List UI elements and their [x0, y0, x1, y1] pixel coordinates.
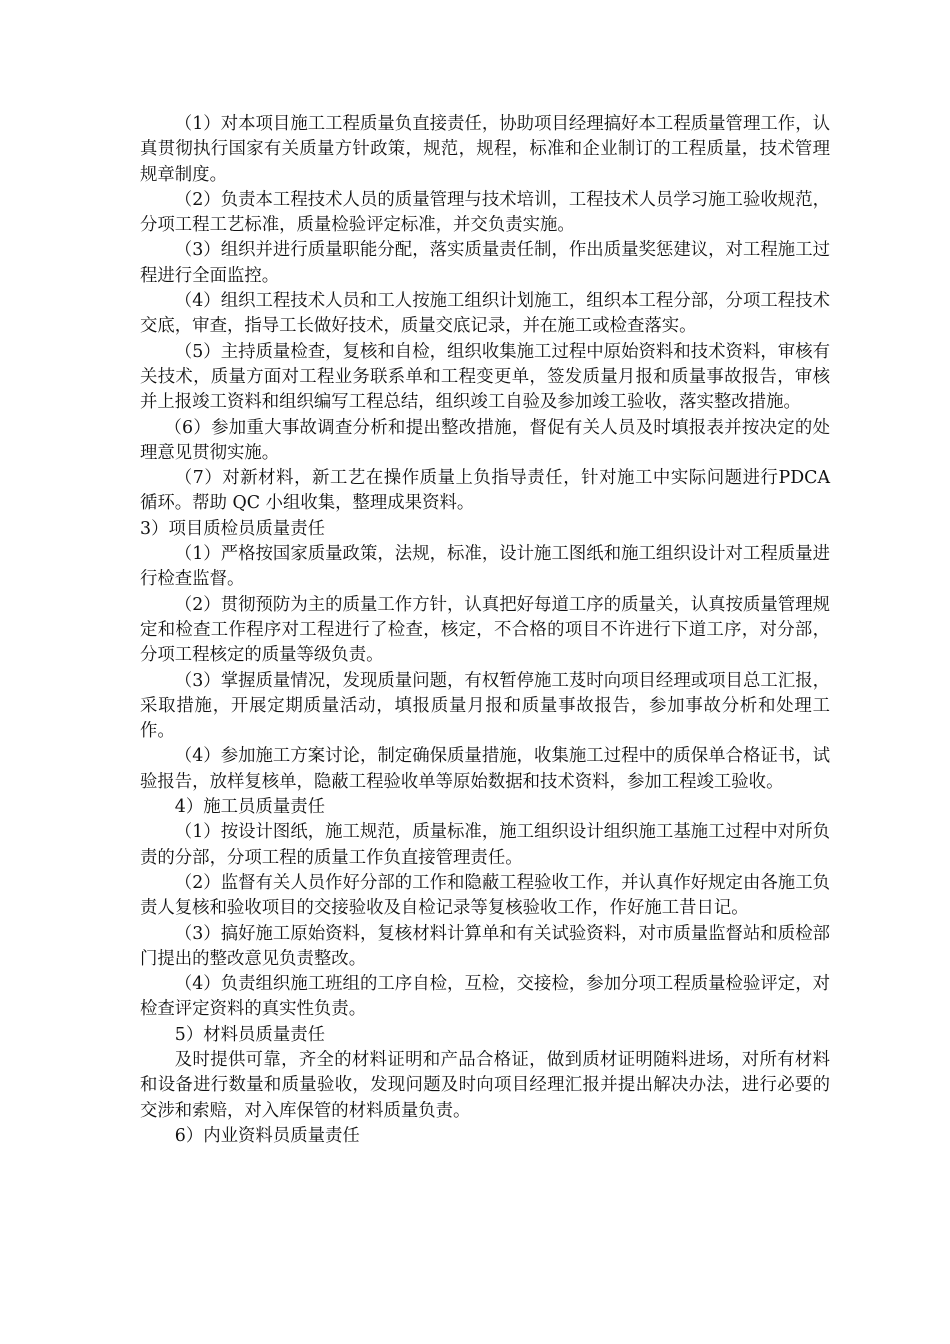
section-heading-construction-worker: 4）施工员质量责任 — [174, 797, 325, 818]
section-heading-quality-inspector: 3）项目质检员质量责任 — [140, 518, 325, 539]
paragraph-17: （4）负责组织施工班组的工序自检，互检，交接检，参加分项工程质量检验评定，对检查评定资料的真实性负责。 — [140, 974, 830, 1020]
section-heading-material-clerk: 5）材料员质量责任 — [174, 1024, 325, 1045]
paragraph-6: （6）参加重大事故调查分析和提出整改措施，督促有关人员及时填报表并按决定的处理意见贯彻实施。 — [140, 417, 830, 463]
paragraph-5: （5）主持质量检查，复核和自检，组织收集施工过程中原始资料和技术资料，审核有关技术，质量方面对工程业务联系单和工程变更单，签发质量月报和质量事故报告，审核并上报竣工资料和组织编写工程总结，组织竣工自验及参加竣工验收，落实整改措施。 — [140, 341, 830, 413]
document-body — [140, 112, 830, 1149]
paragraph-14: （1）按设计图纸，施工规范，质量标准，施工组织设计组织施工基施工过程中对所负责的分部，分项工程的质量工作负直接管理责任。 — [140, 822, 830, 868]
paragraph-19: 及时提供可靠，齐全的材料证明和产品合格证，做到质材证明随料进场，对所有材料和设备进行数量和质量验收，发现问题及时向项目经理汇报并提出解决办法，进行必要的交涉和索赔，对入库保管的材料质量负责。 — [140, 1049, 830, 1121]
section-heading-document-clerk: 6）内业资料员质量责任 — [174, 1125, 360, 1146]
paragraph-12: （4）参加施工方案讨论，制定确保质量措施，收集施工过程中的质保单合格证书，试验报告，放样复核单，隐蔽工程验收单等原始数据和技术资料，参加工程竣工验收。 — [140, 746, 830, 792]
paragraph-16: （3）搞好施工原始资料，复核材料计算单和有关试验资料，对市质量监督站和质检部门提出的整改意见负责整改。 — [140, 923, 830, 969]
paragraph-15: （2）监督有关人员作好分部的工作和隐蔽工程验收工作，并认真作好规定由各施工负责人复核和验收项目的交接验收及自检记录等复核验收工作，作好施工昔日记。 — [140, 872, 830, 919]
paragraph-1: （1）对本项目施工工程质量负直接责任，协助项目经理搞好本工程质量管理工作，认真贯彻执行国家有关质量方针政策，规范，规程，标准和企业制订的工程质量，技术管理规章制度。 — [140, 114, 830, 185]
paragraph-10: （2）贯彻预防为主的质量工作方针，认真把好每道工序的质量关，认真按质量管理规定和检查工作程序对工程进行了检查，核定，不合格的项目不许进行下道工序，对分部，分项工程核定的质量等级负责。 — [140, 594, 830, 666]
paragraph-7: （7）对新材料，新工艺在操作质量上负指导责任，针对施工中实际问题进行PDCA 循环。帮助 QC 小组收集，整理成果资料。 — [140, 468, 830, 514]
paragraph-9: （1）严格按国家质量政策，法规，标准，设计施工图纸和施工组织设计对工程质量进行检查监督。 — [140, 544, 830, 590]
paragraph-11: （3）掌握质量情况，发现质量问题，有权暂停施工芨时向项目经理或项目总工汇报，采取措施，开展定期质量活动，填报质量月报和质量事故报告，参加事故分析和处理工作。 — [140, 670, 830, 742]
paragraph-3: （3）组织并进行质量职能分配，落实质量责任制，作出质量奖惩建议，对工程施工过程进行全面监控。 — [140, 240, 830, 286]
paragraph-2: （2）负责本工程技术人员的质量管理与技术培训，工程技术人员学习施工验收规范，分项工程工艺标准，质量检验评定标准，并交负责实施。 — [140, 189, 830, 236]
paragraph-4: （4）组织工程技术人员和工人按施工组织计划施工，组织本工程分部，分项工程技术交底，审查，指导工长做好技术，质量交底记录，并在施工或检查落实。 — [140, 291, 830, 337]
